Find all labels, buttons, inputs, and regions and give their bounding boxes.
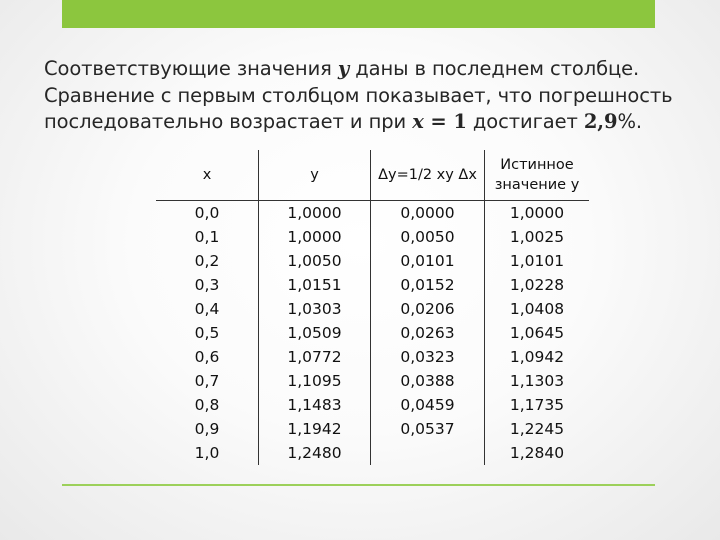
cell-x: 0,5 (156, 321, 259, 345)
paragraph-line-1 (44, 56, 680, 83)
cell-delta-y: 0,0459 (371, 393, 485, 417)
table-body (156, 201, 589, 466)
cell-x: 0,2 (156, 249, 259, 273)
table-row (156, 417, 589, 441)
column-header-y: y (259, 150, 371, 201)
table-row (156, 369, 589, 393)
paragraph-text: Соответствующие значения (44, 57, 338, 80)
table-row (156, 345, 589, 369)
math-variable-x: x (412, 110, 424, 133)
cell-delta-y: 0,0323 (371, 345, 485, 369)
cell-x: 0,7 (156, 369, 259, 393)
cell-true-value: 1,2245 (485, 417, 590, 441)
table-row (156, 297, 589, 321)
cell-delta-y: 0,0388 (371, 369, 485, 393)
cell-y: 1,0509 (259, 321, 371, 345)
cell-delta-y: 0,0206 (371, 297, 485, 321)
column-header-true-value: Истинное значение y (485, 150, 590, 201)
cell-y: 1,0772 (259, 345, 371, 369)
cell-y: 1,0050 (259, 249, 371, 273)
paragraph-line-3 (44, 109, 680, 136)
top-accent-band (62, 0, 655, 28)
table-row (156, 393, 589, 417)
table-row (156, 273, 589, 297)
bottom-divider (62, 484, 655, 486)
paragraph-text: даны в последнем столбце. (349, 57, 640, 80)
math-equation: = 1 (423, 110, 467, 133)
error-percent-value: 2,9 (583, 110, 618, 133)
cell-delta-y: 0,0000 (371, 201, 485, 226)
cell-delta-y: 0,0263 (371, 321, 485, 345)
table-row (156, 321, 589, 345)
cell-y: 1,1095 (259, 369, 371, 393)
paragraph-text: последовательно возрастает и при (44, 110, 413, 133)
table-header-row (156, 150, 589, 201)
table-row (156, 249, 589, 273)
cell-y: 1,2480 (259, 441, 371, 465)
cell-x: 0,3 (156, 273, 259, 297)
cell-delta-y (371, 441, 485, 465)
cell-true-value: 1,0000 (485, 201, 590, 226)
cell-delta-y: 0,0101 (371, 249, 485, 273)
cell-x: 1,0 (156, 441, 259, 465)
cell-x: 0,0 (156, 201, 259, 226)
cell-true-value: 1,0942 (485, 345, 590, 369)
table-row (156, 201, 589, 226)
math-variable-y: y (337, 57, 350, 80)
cell-true-value: 1,1303 (485, 369, 590, 393)
cell-true-value: 1,1735 (485, 393, 590, 417)
cell-y: 1,0151 (259, 273, 371, 297)
cell-y: 1,1942 (259, 417, 371, 441)
paragraph-line-2: Сравнение с первым столбцом показывает, что погрешность (44, 83, 673, 107)
column-header-delta-y: Δy=1/2 xy Δx (371, 150, 485, 201)
cell-true-value: 1,0101 (485, 249, 590, 273)
description-paragraph (44, 56, 680, 136)
table-row (156, 225, 589, 249)
table-row (156, 441, 589, 465)
cell-x: 0,4 (156, 297, 259, 321)
column-header-x: x (156, 150, 259, 201)
cell-x: 0,9 (156, 417, 259, 441)
cell-true-value: 1,0228 (485, 273, 590, 297)
cell-x: 0,8 (156, 393, 259, 417)
cell-y: 1,0303 (259, 297, 371, 321)
cell-true-value: 1,0025 (485, 225, 590, 249)
values-table (156, 150, 589, 465)
percent-sign: %. (617, 110, 642, 133)
cell-delta-y: 0,0152 (371, 273, 485, 297)
cell-true-value: 1,0408 (485, 297, 590, 321)
cell-x: 0,6 (156, 345, 259, 369)
cell-delta-y: 0,0537 (371, 417, 485, 441)
cell-y: 1,0000 (259, 201, 371, 226)
paragraph-text: достигает (466, 110, 584, 133)
cell-y: 1,1483 (259, 393, 371, 417)
cell-true-value: 1,2840 (485, 441, 590, 465)
cell-delta-y: 0,0050 (371, 225, 485, 249)
cell-x: 0,1 (156, 225, 259, 249)
cell-y: 1,0000 (259, 225, 371, 249)
cell-true-value: 1,0645 (485, 321, 590, 345)
